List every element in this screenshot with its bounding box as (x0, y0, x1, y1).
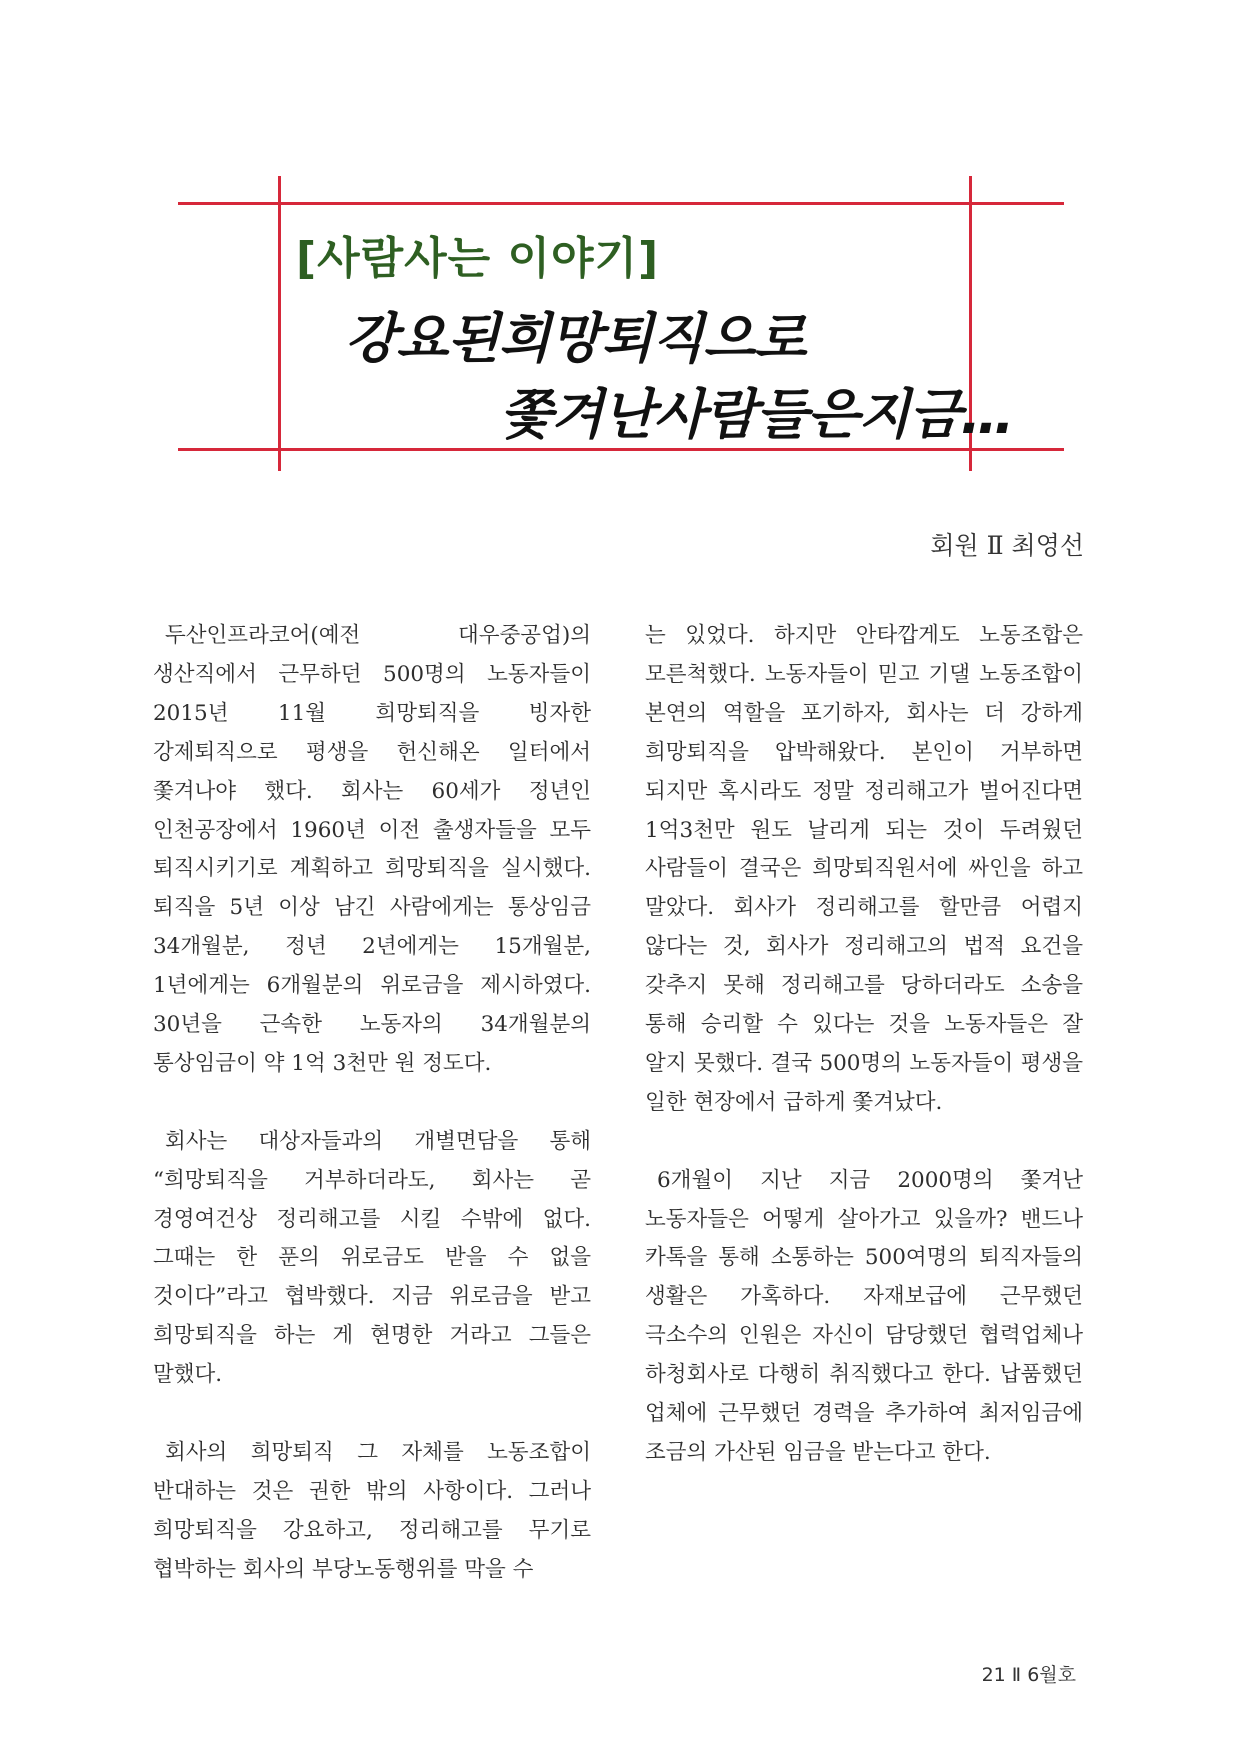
paragraph: 는 있었다. 하지만 안타깝게도 노동조합은 모른척했다. 노동자들이 믿고 기댈 노동조합이 본연의 역할을 포기하자, 회사는 더 강하게 희망퇴직을 압박해왔다. 본인이 거부하면 되지만 혹시라도 정말 정리해고가 벌어진다면 1억3천만 원도 날리게 되는 것이 두려웠던 사람들이 결국은 희망퇴직원서에 싸인을 하고 말았다. 회사가 정리해고를 할만큼 어렵지 않다는 것, 회사가 정리해고의 법적 요건을 갖추지 못해 정리해고를 당하더라도 소송을 통해 승리할 수 있다는 것을 노동자들은 잘 알지 못했다. 결국 500명의 노동자들이 평생을 일한 현장에서 급하게 쫓겨났다. (645, 623, 1083, 1115)
article-column-left (153, 617, 591, 1629)
headline-line-1: 강요된희망퇴직으로 (345, 307, 806, 370)
headline-line-2: 쫓겨난사람들은지금… (500, 383, 1014, 446)
article-column-right (645, 617, 1083, 1512)
title-frame-top-line (178, 202, 1064, 205)
paragraph: 두산인프라코어(예전 대우중공업)의 생산직에서 근무하던 500명의 노동자들이 2015년 11월 희망퇴직을 빙자한 강제퇴직으로 평생을 헌신해온 일터에서 쫓겨나야 했다. 회사는 60세가 정년인 인천공장에서 1960년 이전 출생자들을 모두 퇴직시키기로 계획하고 희망퇴직을 실시했다. 퇴직을 5년 이상 남긴 사람에게는 통상임금 34개월분, 정년 2년에게는 15개월분, 1년에게는 6개월분의 위로금을 제시하였다. 30년을 근속한 노동자의 34개월분의 통상임금이 약 1억 3천만 원 정도다. (153, 623, 591, 1076)
paragraph: 회사는 대상자들과의 개별면담을 통해 “희망퇴직을 거부하더라도, 회사는 곧 경영여건상 정리해고를 시킬 수밖에 없다. 그때는 한 푼의 위로금도 받을 수 없을 것이다”라고 협박했다. 지금 위로금을 받고 희망퇴직을 하는 게 현명한 거라고 그들은 말했다. (153, 1128, 591, 1388)
paragraph: 회사의 희망퇴직 그 자체를 노동조합이 반대하는 것은 권한 밖의 사항이다. 그러나 희망퇴직을 강요하고, 정리해고를 무기로 협박하는 회사의 부당노동행위를 막을 수 (153, 1440, 591, 1582)
byline: 회원 Ⅱ 최영선 (930, 531, 1084, 560)
series-title: [사람사는 이야기] (296, 233, 660, 284)
page-folio: 21 Ⅱ 6월호 (981, 1664, 1076, 1686)
paragraph: 6개월이 지난 지금 2000명의 쫓겨난 노동자들은 어떻게 살아가고 있을까? 밴드나 카톡을 통해 소통하는 500여명의 퇴직자들의 생활은 가혹하다. 자재보급에 근무했던 극소수의 인원은 자신이 담당했던 협력업체나 하청회사로 다행히 취직했다고 한다. 납품했던 업체에 근무했던 경력을 추가하여 최저임금에 조금의 가산된 임금을 받는다고 한다. (645, 1167, 1083, 1466)
title-frame-left-line (278, 176, 281, 471)
